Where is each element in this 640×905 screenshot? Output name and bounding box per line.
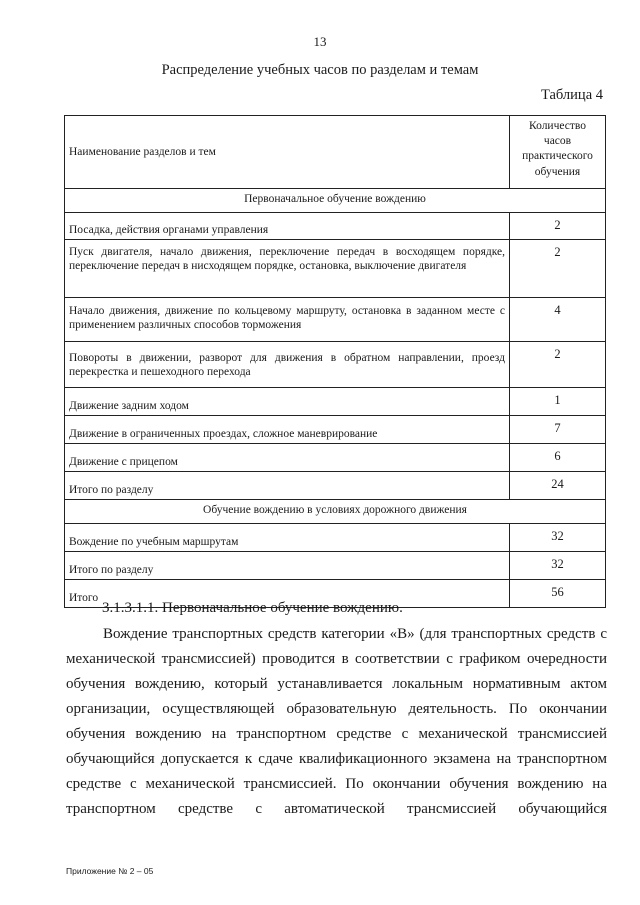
section-heading-cell: Первоначальное обучение вождению <box>65 189 606 213</box>
topic-cell: Вождение по учебным маршрутам <box>65 524 510 552</box>
table-row <box>65 444 606 472</box>
hours-cell: 2 <box>510 213 606 240</box>
body-paragraph-container <box>66 622 607 822</box>
section-heading-row <box>65 189 606 213</box>
section-heading-cell: Обучение вождению в условиях дорожного движения <box>65 500 606 524</box>
table-label: Таблица 4 <box>540 87 603 103</box>
topic-cell: Начало движения, движение по кольцевому маршруту, остановка в заданном месте с применением различных способов торможения <box>65 298 510 342</box>
hours-cell: 24 <box>510 472 606 500</box>
table-row <box>65 552 606 580</box>
table-row <box>65 524 606 552</box>
table-row <box>65 240 606 298</box>
table-row <box>65 416 606 444</box>
table-row <box>65 472 606 500</box>
header-hours-column: Количество часов практического обучения <box>510 116 606 189</box>
hours-cell: 7 <box>510 416 606 444</box>
hours-table <box>64 115 606 608</box>
hours-cell: 2 <box>510 240 606 298</box>
topic-cell: Итого по разделу <box>65 552 510 580</box>
hours-cell: 2 <box>510 342 606 388</box>
topic-cell: Движение задним ходом <box>65 388 510 416</box>
document-title: Распределение учебных часов по разделам и темам <box>161 62 479 78</box>
hours-cell: 32 <box>510 552 606 580</box>
body-paragraph: Вождение транспортных средств категории «B» (для транспортных средств с механической трансмиссией) проводится в соответствии с графиком очередности обучения вождению, который устанавливается локальным нормативным актом организации, осуществляющей образовательную деятельность. По окончании обучения вождению на транспортном средстве с механической трансмиссией обучающийся допускается к сдаче квалификационного экзамена на транспортном средстве с механической трансмиссией. По окончании обучения вождению на транспортном средстве с автоматической трансмиссией обучающийся <box>66 626 607 817</box>
total-cell: Итого <box>65 580 510 608</box>
hours-cell: 6 <box>510 444 606 472</box>
topic-cell: Движение с прицепом <box>65 444 510 472</box>
table-row <box>65 298 606 342</box>
hours-cell: 1 <box>510 388 606 416</box>
table-header-row <box>65 116 606 189</box>
table-row <box>65 342 606 388</box>
table-row <box>65 388 606 416</box>
total-hours-cell: 56 <box>510 580 606 608</box>
hours-cell: 4 <box>510 298 606 342</box>
section-heading-row <box>65 500 606 524</box>
footer-note: Приложение № 2 – 05 <box>66 866 154 876</box>
topic-cell: Пуск двигателя, начало движения, переключение передач в восходящем порядке, переключение передач в нисходящем порядке, остановка, выключение двигателя <box>65 240 510 298</box>
page-number: 13 <box>313 34 327 49</box>
topic-cell: Посадка, действия органами управления <box>65 213 510 240</box>
table-row <box>65 213 606 240</box>
header-topic-column: Наименование разделов и тем <box>65 116 510 189</box>
topic-cell: Движение в ограниченных проездах, сложное маневрирование <box>65 416 510 444</box>
topic-cell: Итого по разделу <box>65 472 510 500</box>
subsection-heading: 3.1.3.1.1. Первоначальное обучение вождению. <box>102 600 403 616</box>
hours-cell: 32 <box>510 524 606 552</box>
topic-cell: Повороты в движении, разворот для движения в обратном направлении, проезд перекрестка и пешеходного перехода <box>65 342 510 388</box>
